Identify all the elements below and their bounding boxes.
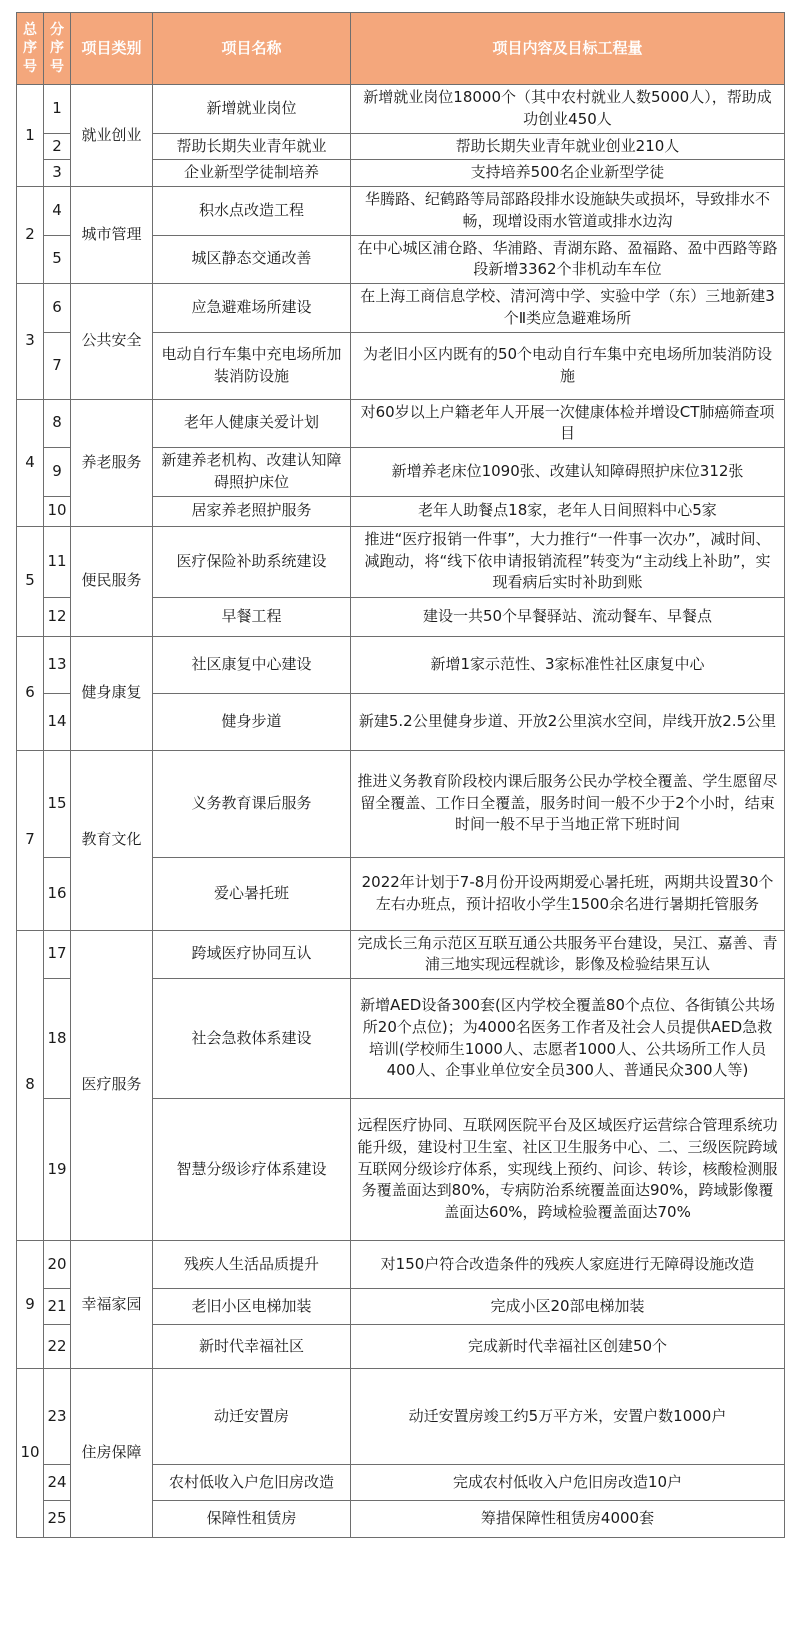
header-total-no: 总序号 — [17, 13, 44, 85]
project-content-cell: 新增就业岗位18000个（其中农村就业人数5000人），帮助成功创业450人 — [351, 85, 785, 134]
project-content-cell: 推进义务教育阶段校内课后服务公民办学校全覆盖、学生愿留尽留全覆盖、工作日全覆盖，服务时间一般不少于2个小时，结束时间一般不早于当地正常下班时间 — [351, 750, 785, 857]
header-category: 项目类别 — [71, 13, 153, 85]
project-table — [16, 12, 785, 1538]
sub-no-cell: 18 — [44, 979, 71, 1099]
project-content-cell: 老年人助餐点18家，老年人日间照料中心5家 — [351, 496, 785, 526]
sub-no-cell: 9 — [44, 448, 71, 497]
sub-no-cell: 20 — [44, 1241, 71, 1289]
header-content: 项目内容及目标工程量 — [351, 13, 785, 85]
sub-no-cell: 8 — [44, 399, 71, 448]
project-name-cell: 新时代幸福社区 — [153, 1325, 351, 1369]
project-content-cell: 新建5.2公里健身步道、开放2公里滨水空间，岸线开放2.5公里 — [351, 693, 785, 750]
project-content-cell: 完成小区20部电梯加装 — [351, 1289, 785, 1325]
sub-no-cell: 21 — [44, 1289, 71, 1325]
project-content-cell: 华腾路、纪鹤路等局部路段排水设施缺失或损坏，导致排水不畅，现增设雨水管道或排水边沟 — [351, 187, 785, 236]
header-sub-no: 分序号 — [44, 13, 71, 85]
table-row — [17, 187, 785, 236]
project-content-cell: 在中心城区浦仓路、华浦路、青湖东路、盈福路、盈中西路等路段新增3362个非机动车车位 — [351, 235, 785, 284]
sub-no-cell: 11 — [44, 526, 71, 597]
category-cell: 养老服务 — [71, 399, 153, 526]
project-content-cell: 远程医疗协同、互联网医院平台及区域医疗运营综合管理系统功能升级，建设村卫生室、社区卫生服务中心、二、三级医院跨域互联网分级诊疗体系，实现线上预约、问诊、转诊，核酸检测服务覆盖面达到80%，专病防治系统覆盖面达90%，跨域影像覆盖面达60%，跨域检验覆盖面达70% — [351, 1099, 785, 1241]
table-row — [17, 1241, 785, 1289]
category-cell: 医疗服务 — [71, 930, 153, 1241]
sub-no-cell: 16 — [44, 857, 71, 930]
project-content-cell: 对150户符合改造条件的残疾人家庭进行无障碍设施改造 — [351, 1241, 785, 1289]
total-no-cell: 3 — [17, 284, 44, 400]
sub-no-cell: 13 — [44, 636, 71, 693]
sub-no-cell: 23 — [44, 1369, 71, 1465]
project-name-cell: 新增就业岗位 — [153, 85, 351, 134]
sub-no-cell: 12 — [44, 597, 71, 636]
project-name-cell: 企业新型学徒制培养 — [153, 160, 351, 187]
project-name-cell: 应急避难场所建设 — [153, 284, 351, 333]
project-content-cell: 动迁安置房竣工约5万平方米，安置户数1000户 — [351, 1369, 785, 1465]
project-content-cell: 支持培养500名企业新型学徒 — [351, 160, 785, 187]
header-row — [17, 13, 785, 85]
project-name-cell: 老旧小区电梯加装 — [153, 1289, 351, 1325]
project-name-cell: 电动自行车集中充电场所加装消防设施 — [153, 332, 351, 399]
sub-no-cell: 2 — [44, 133, 71, 160]
total-no-cell: 10 — [17, 1369, 44, 1538]
sub-no-cell: 1 — [44, 85, 71, 134]
project-name-cell: 新建养老机构、改建认知障碍照护床位 — [153, 448, 351, 497]
project-content-cell: 完成新时代幸福社区创建50个 — [351, 1325, 785, 1369]
total-no-cell: 5 — [17, 526, 44, 636]
total-no-cell: 6 — [17, 636, 44, 750]
table-row — [17, 85, 785, 134]
sub-no-cell: 17 — [44, 930, 71, 979]
sub-no-cell: 10 — [44, 496, 71, 526]
sub-no-cell: 25 — [44, 1501, 71, 1538]
project-content-cell: 完成长三角示范区互联互通公共服务平台建设，吴江、嘉善、青浦三地实现远程就诊，影像及检验结果互认 — [351, 930, 785, 979]
project-name-cell: 社区康复中心建设 — [153, 636, 351, 693]
table-row — [17, 636, 785, 693]
project-content-cell: 2022年计划于7-8月份开设两期爱心暑托班，两期共设置30个左右办班点，预计招收小学生1500余名进行暑期托管服务 — [351, 857, 785, 930]
table-body — [17, 85, 785, 1538]
table-row — [17, 930, 785, 979]
project-content-cell: 新增AED设备300套(区内学校全覆盖80个点位、各街镇公共场所20个点位)；为4000名医务工作者及社会人员提供AED急救培训(学校师生1000人、志愿者1000人、公共场所工作人员400人、企事业单位安全员300人、普通民众300人等) — [351, 979, 785, 1099]
project-name-cell: 早餐工程 — [153, 597, 351, 636]
sub-no-cell: 15 — [44, 750, 71, 857]
project-content-cell: 筹措保障性租赁房4000套 — [351, 1501, 785, 1538]
category-cell: 就业创业 — [71, 85, 153, 187]
sub-no-cell: 14 — [44, 693, 71, 750]
table-row — [17, 284, 785, 333]
category-cell: 健身康复 — [71, 636, 153, 750]
total-no-cell: 8 — [17, 930, 44, 1241]
project-name-cell: 帮助长期失业青年就业 — [153, 133, 351, 160]
table-row — [17, 526, 785, 597]
category-cell: 住房保障 — [71, 1369, 153, 1538]
project-content-cell: 为老旧小区内既有的50个电动自行车集中充电场所加装消防设施 — [351, 332, 785, 399]
table-row — [17, 750, 785, 857]
sub-no-cell: 7 — [44, 332, 71, 399]
project-content-cell: 对60岁以上户籍老年人开展一次健康体检并增设CT肺癌筛查项目 — [351, 399, 785, 448]
project-name-cell: 城区静态交通改善 — [153, 235, 351, 284]
project-name-cell: 社会急救体系建设 — [153, 979, 351, 1099]
total-no-cell: 9 — [17, 1241, 44, 1369]
project-content-cell: 在上海工商信息学校、清河湾中学、实验中学（东）三地新建3个Ⅱ类应急避难场所 — [351, 284, 785, 333]
sub-no-cell: 19 — [44, 1099, 71, 1241]
table-row — [17, 1369, 785, 1465]
sub-no-cell: 4 — [44, 187, 71, 236]
project-name-cell: 爱心暑托班 — [153, 857, 351, 930]
project-name-cell: 老年人健康关爱计划 — [153, 399, 351, 448]
project-content-cell: 新增养老床位1090张、改建认知障碍照护床位312张 — [351, 448, 785, 497]
category-cell: 公共安全 — [71, 284, 153, 400]
project-content-cell: 完成农村低收入户危旧房改造10户 — [351, 1465, 785, 1501]
total-no-cell: 2 — [17, 187, 44, 284]
category-cell: 幸福家园 — [71, 1241, 153, 1369]
project-name-cell: 居家养老照护服务 — [153, 496, 351, 526]
sub-no-cell: 3 — [44, 160, 71, 187]
category-cell: 便民服务 — [71, 526, 153, 636]
project-content-cell: 推进“医疗报销一件事”，大力推行“一件事一次办”，减时间、减跑动，将“线下依申请报销流程”转变为“主动线上补助”，实现看病后实时补助到账 — [351, 526, 785, 597]
header-name: 项目名称 — [153, 13, 351, 85]
total-no-cell: 4 — [17, 399, 44, 526]
sub-no-cell: 5 — [44, 235, 71, 284]
project-name-cell: 动迁安置房 — [153, 1369, 351, 1465]
category-cell: 城市管理 — [71, 187, 153, 284]
category-cell: 教育文化 — [71, 750, 153, 930]
project-name-cell: 智慧分级诊疗体系建设 — [153, 1099, 351, 1241]
project-content-cell: 建设一共50个早餐驿站、流动餐车、早餐点 — [351, 597, 785, 636]
project-name-cell: 健身步道 — [153, 693, 351, 750]
project-name-cell: 农村低收入户危旧房改造 — [153, 1465, 351, 1501]
sub-no-cell: 6 — [44, 284, 71, 333]
project-name-cell: 跨域医疗协同互认 — [153, 930, 351, 979]
project-content-cell: 新增1家示范性、3家标准性社区康复中心 — [351, 636, 785, 693]
total-no-cell: 7 — [17, 750, 44, 930]
total-no-cell: 1 — [17, 85, 44, 187]
project-content-cell: 帮助长期失业青年就业创业210人 — [351, 133, 785, 160]
project-name-cell: 保障性租赁房 — [153, 1501, 351, 1538]
project-name-cell: 医疗保险补助系统建设 — [153, 526, 351, 597]
project-name-cell: 义务教育课后服务 — [153, 750, 351, 857]
project-name-cell: 积水点改造工程 — [153, 187, 351, 236]
table-row — [17, 399, 785, 448]
sub-no-cell: 24 — [44, 1465, 71, 1501]
project-name-cell: 残疾人生活品质提升 — [153, 1241, 351, 1289]
sub-no-cell: 22 — [44, 1325, 71, 1369]
